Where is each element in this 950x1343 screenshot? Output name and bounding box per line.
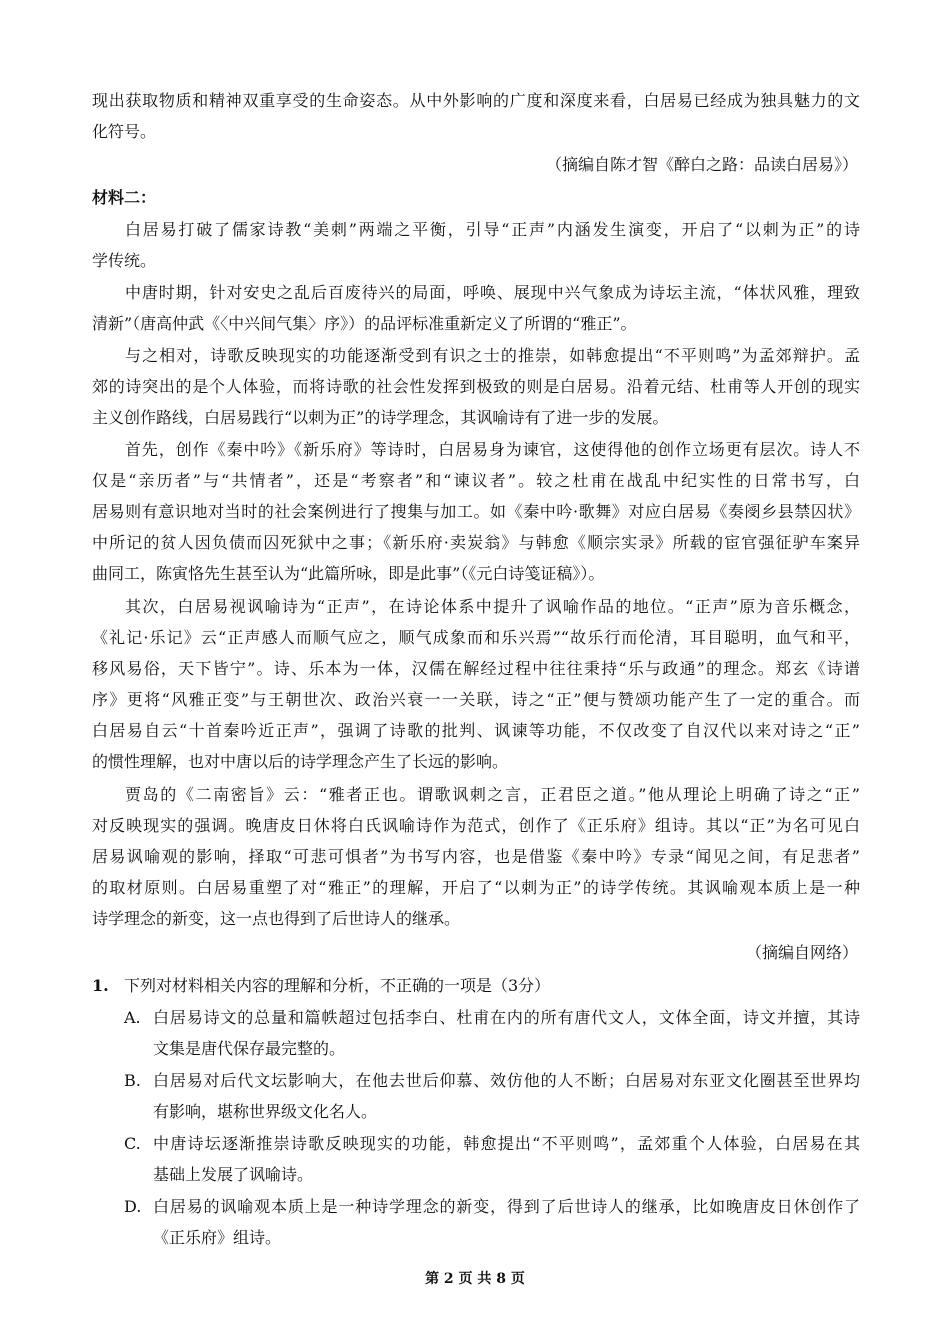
- paragraph-line: 学传统。: [92, 251, 157, 270]
- option-d-letter: D.: [124, 1197, 142, 1216]
- option-c-line-2: 基础上发展了讽喻诗。: [153, 1165, 314, 1184]
- paragraph-line: 的惯性理解，也对中唐以后的诗学理念产生了长远的影响。: [92, 752, 509, 771]
- page-number-footer: 第 2 页 共 8 页: [425, 1271, 525, 1287]
- paragraph-line: 贾岛的《二南密旨》云：“雅者正也。谓歌讽刺之言，正君臣之道。”他从理论上明确了诗之“正”: [125, 785, 860, 804]
- option-d-line-2: 《正乐府》组诗。: [153, 1228, 282, 1247]
- paragraph-line: 白居易自云“十首秦吟近正声”，强调了诗歌的批判、讽谏等功能，不仅改变了自汉代以来对诗之“正”: [92, 721, 860, 740]
- paragraph-line: 郊的诗突出的是个人体验，而将诗歌的社会性发挥到极致的则是白居易。沿着元结、杜甫等人开创的现实: [92, 377, 860, 396]
- paragraph-line: 对反映现实的强调。晚唐皮日休将白氏讽喻诗作为范式，创作了《正乐府》组诗。其以“正”为名可见白: [92, 816, 860, 835]
- option-b-letter: B.: [124, 1071, 141, 1090]
- option-a-line-2: 文集是唐代保存最完整的。: [153, 1039, 346, 1058]
- option-c-letter: C.: [124, 1134, 141, 1153]
- option-c-line-1: 中唐诗坛逐渐推崇诗歌反映现实的功能，韩愈提出“不平则鸣”，孟郊重个人体验，白居易在其: [153, 1134, 860, 1153]
- paragraph-line: 其次，白居易视讽喻诗为“正声”，在诗论体系中提升了讽喻作品的地位。“正声”原为音乐概念，: [125, 597, 860, 616]
- paragraph-line: 诗学理念的新变，这一点也得到了后世诗人的继承。: [92, 909, 461, 928]
- source-citation-2: （摘编自网络）: [745, 943, 858, 962]
- paragraph-line: 首先，创作《秦中吟》《新乐府》等诗时，白居易身为谏官，这使得他的创作立场更有层次。诗人不: [125, 440, 860, 459]
- paragraph-line: 白居易打破了儒家诗教“美刺”两端之平衡，引导“正声”内涵发生演变，开启了“以刺为正”的诗: [125, 220, 860, 239]
- paragraph-line: 居易则有意识地对当时的社会案例进行了搜集与加工。如《秦中吟·歌舞》对应白居易《奏阌乡县禁囚状》: [92, 502, 860, 521]
- paragraph-line: 清新”（唐高仲武《〈中兴间气集〉序》）的品评标准重新定义了所谓的“雅正”。: [92, 314, 637, 333]
- option-a-line-1: 白居易诗文的总量和篇帙超过包括李白、杜甫在内的所有唐代文人，文体全面，诗文并擅，其诗: [153, 1008, 860, 1027]
- option-a-letter: A.: [124, 1008, 141, 1027]
- lead-line-2: 化符号。: [92, 122, 157, 141]
- paragraph-line: 中唐时期，针对安史之乱后百废待兴的局面，呼唤、展现中兴气象成为诗坛主流，“体状风雅，理致: [125, 283, 860, 302]
- question-stem: 下列对材料相关内容的理解和分析，不正确的一项是（3分）: [124, 976, 551, 995]
- option-b-line-2: 有影响，堪称世界级文化名人。: [153, 1102, 378, 1121]
- paragraph-line: 的取材原则。白居易重塑了对“雅正”的理解，开启了“以刺为正”的诗学传统。其讽喻观本质上是一种: [92, 878, 860, 897]
- paragraph-line: 中所记的贫人因负债而囚死狱中之事；《新乐府·卖炭翁》与韩愈《顺宗实录》所载的宦官强征驴车案异: [92, 533, 860, 552]
- option-d-line-1: 白居易的讽喻观本质上是一种诗学理念的新变，得到了后世诗人的继承，比如晚唐皮日休创作了: [153, 1197, 860, 1216]
- paragraph-line: 曲同工，陈寅恪先生甚至认为“此篇所咏，即是此事”（《元白诗笺证稿》）。: [92, 564, 605, 583]
- paragraph-line: 与之相对，诗歌反映现实的功能逐渐受到有识之士的推崇，如韩愈提出“不平则鸣”为孟郊辩护。孟: [125, 346, 860, 365]
- paragraph-line: 序》更将“风雅正变”与王朝世次、政治兴衰一一关联，诗之“正”便与赞颂功能产生了一定的重合。而: [92, 690, 860, 709]
- section-heading-2: 材料二：: [92, 188, 157, 207]
- paragraph-line: 主义创作路线，白居易践行“以刺为正”的诗学理念，其讽喻诗有了进一步的发展。: [92, 408, 669, 427]
- paragraph-line: 居易讽喻观的影响，择取“可悲可惧者”为书写内容，也是借鉴《秦中吟》专录“闻见之间，有足悲者”: [92, 847, 860, 866]
- option-b-line-1: 白居易对后代文坛影响大，在他去世后仰慕、效仿他的人不断；白居易对东亚文化圈甚至世界均: [153, 1071, 860, 1090]
- source-citation-1: （摘编自陈才智《醉白之路：品读白居易》）: [545, 155, 858, 174]
- question-number: 1.: [92, 976, 109, 995]
- paragraph-line: 《礼记·乐记》云“正声感人而顺气应之，顺气成象而和乐兴焉”“故乐行而伦清，耳目聪明，血气和平，: [92, 628, 860, 647]
- paragraph-line: 仅是“亲历者”与“共情者”，还是“考察者”和“谏议者”。较之杜甫在战乱中纪实性的日常书写，白: [92, 471, 860, 490]
- paragraph-line: 移风易俗，天下皆宁”。诗、乐本为一体，汉儒在解经过程中往往秉持“乐与政通”的理念。郑玄《诗谱: [92, 659, 860, 678]
- lead-line-1: 现出获取物质和精神双重享受的生命姿态。从中外影响的广度和深度来看，白居易已经成为独具魅力的文: [92, 91, 860, 110]
